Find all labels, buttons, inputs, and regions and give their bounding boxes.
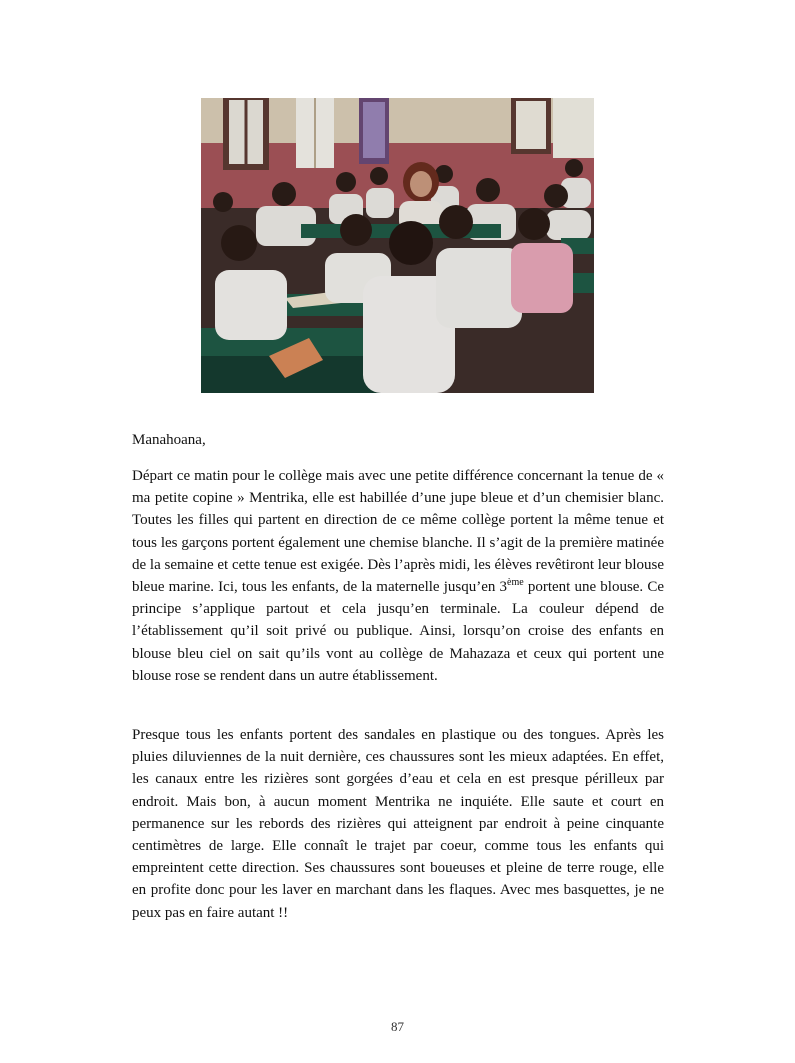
classroom-photo [201,98,594,393]
page-number: 87 [391,1019,404,1034]
paragraph-uniforms-text-b: portent une blouse. Ce principe s’applique partout et cela jusqu’en terminale. La couleur dépend de l’établissement qu’il soit privé ou publique. Ainsi, lorsqu’on croise des enfants en blouse bleu ciel on sait qu’ils vont au collège de Mahazaza et ceux qui portent une blouse rose se rendent dans un autre établissement. [132,579,664,684]
paragraph-sandals: Presque tous les enfants portent des sandales en plastique ou des tongues. Après les pluies diluviennes de la nuit dernière, ces chaussures sont les mieux adaptées. En effet, les canaux entre les rizières sont gorgées d’eau et cela en est presque périlleux par endroit. Mais bon, à aucun moment Mentrika ne inquiéte. Elle saute et court en permanence sur les rebords des rizières qui atteignent par endroit à peine cinquante centimètres de large. Elle connaît le trajet par coeur, comme tous les enfants qui empreintent cette direction. Ses chaussures sont boueuses et pleine de terre rouge, elle en profite donc pour les laver en marchant dans les flaques. Avec mes basquettes, je ne peux pas en faire autant !! [132,727,664,921]
superscript-eme: ème [507,577,524,589]
greeting: Manahoana, [132,432,206,448]
paragraph-uniforms-text-a: Départ ce matin pour le collège mais avec une petite différence concernant la tenue de « ma petite copine » Mentrika, elle est habillée d’une jupe bleue et d’un chemisier blanc. Toutes les filles qui partent en direction de ce même collège portent la même tenue et tous les garçons portent également une chemise blanche. Il s’agit de la première matinée de la semaine et cette tenue est exigée. Dès l’après midi, les élèves revêtiront leur blouse bleue marine. Ici, tous les enfants, de la maternelle jusqu’en 3 [132,468,664,596]
paragraph-uniforms [132,465,664,687]
